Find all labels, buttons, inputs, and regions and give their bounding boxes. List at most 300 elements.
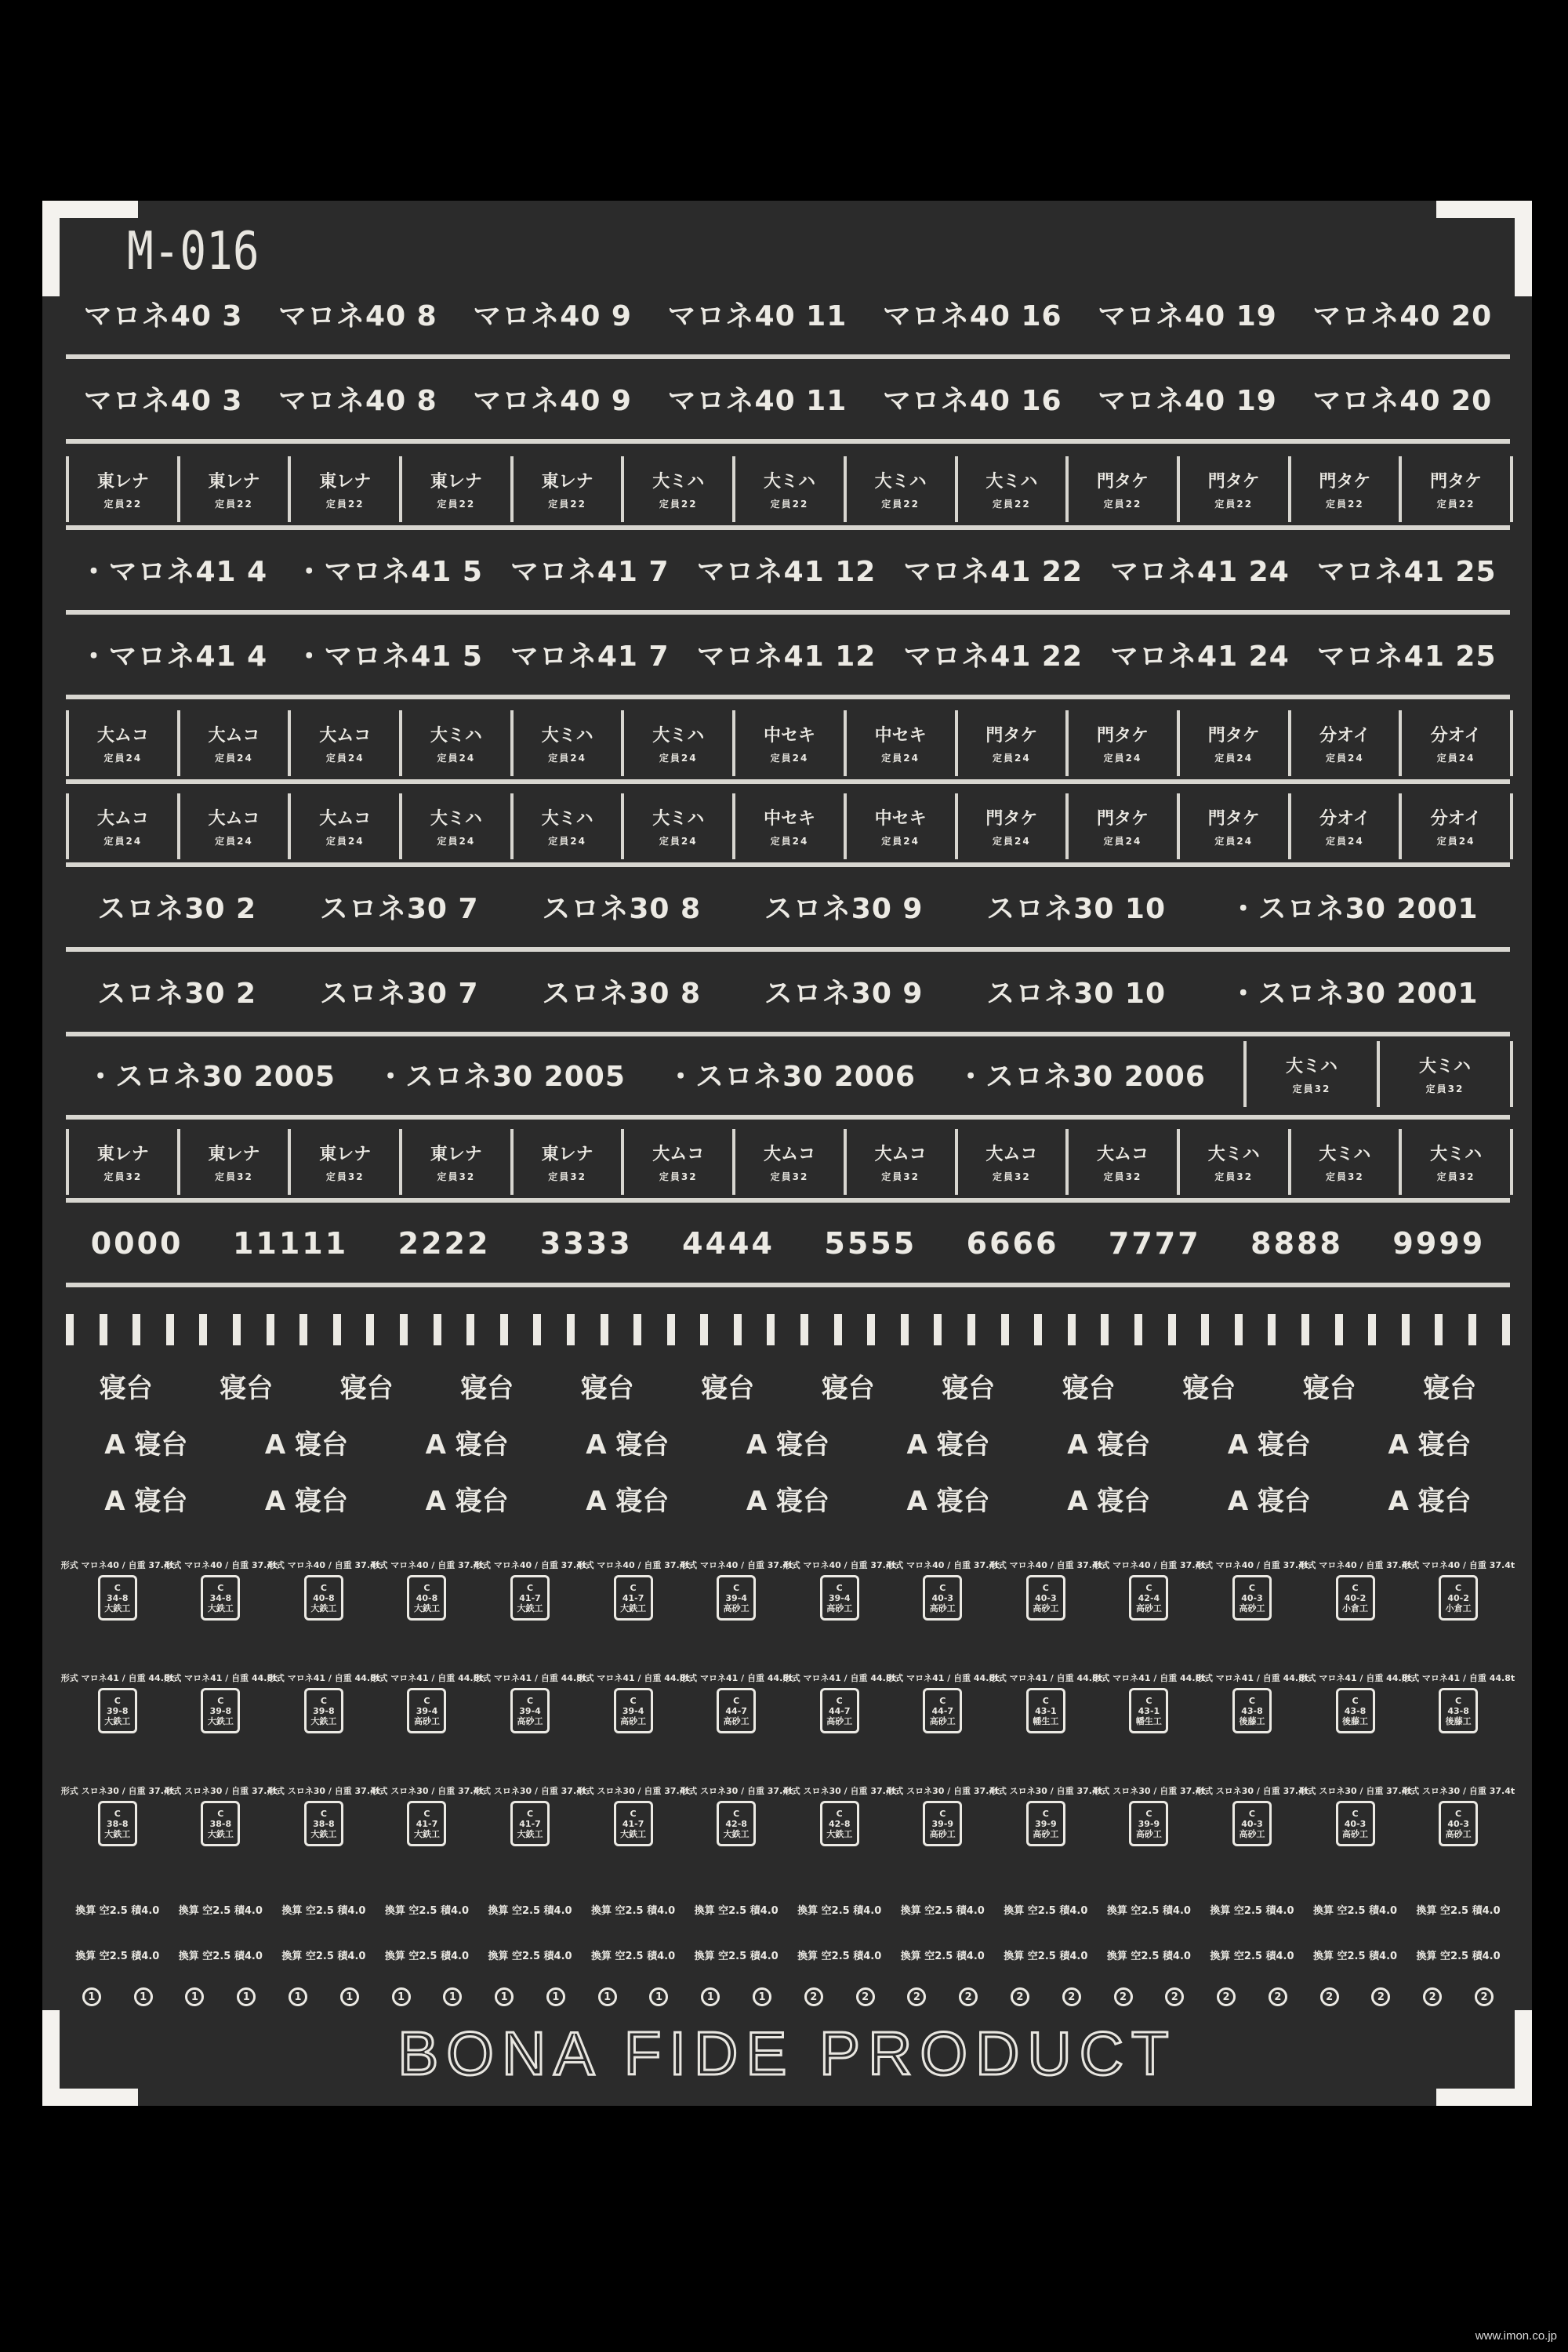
plate-works: 高砂工: [929, 1715, 956, 1726]
stripe-mark: [633, 1314, 641, 1345]
depot-stencil: [291, 1129, 402, 1195]
builder-plate: [1195, 1673, 1308, 1748]
circled-number: 2: [804, 1987, 823, 2006]
plate-works: 高砂工: [413, 1715, 440, 1726]
circled-number: 2: [1371, 1987, 1390, 2006]
stripe-mark: [400, 1314, 408, 1345]
stripe-mark: [500, 1314, 508, 1345]
plate-header: 形式 マロネ41 / 自重 44.8t: [989, 1673, 1102, 1683]
plate-works: 大鉄工: [517, 1602, 543, 1613]
depot-stencil: [1180, 456, 1291, 522]
plate-row: [60, 1673, 1515, 1748]
depot-code: 分オイ: [1430, 809, 1482, 829]
depot-code: 大ミハ: [541, 726, 593, 746]
conversion-mark: 換算 空2.5 積4.0: [1004, 1950, 1088, 1962]
circled-number: 1: [701, 1987, 720, 2006]
plate-number: 39-4: [416, 1705, 438, 1716]
plate-works: 小倉工: [1445, 1602, 1472, 1613]
divider: [66, 610, 1510, 615]
stripe-mark: [567, 1314, 575, 1345]
plate-box: [717, 1688, 756, 1733]
car-number: ・スロネ30 2006: [956, 1060, 1206, 1093]
car-number: ・スロネ30 2005: [86, 1060, 336, 1093]
stencil-row: [66, 710, 1513, 776]
plate-class: C: [1455, 1582, 1462, 1593]
plate-number: 40-2: [1447, 1592, 1469, 1603]
depot-code: 大ミハ: [1430, 1145, 1483, 1164]
plate-number: 38-8: [107, 1818, 129, 1829]
car-number: マロネ41 12: [696, 555, 877, 588]
builder-plate: [1195, 1786, 1308, 1861]
digit-group: 4444: [682, 1226, 775, 1261]
stripe-mark: [1335, 1314, 1343, 1345]
plate-box: [1026, 1575, 1065, 1621]
plate-number: 39-4: [725, 1592, 747, 1603]
stripe-mark: [1001, 1314, 1009, 1345]
circled-number: 2: [1062, 1987, 1081, 2006]
plate-class: C: [1352, 1695, 1359, 1706]
sleeper-mark: A 寝台: [425, 1485, 509, 1517]
divider: [66, 862, 1510, 867]
depot-code: 東レナ: [430, 1145, 482, 1164]
sleeper-mark: A 寝台: [264, 1428, 349, 1461]
depot-code: 東レナ: [208, 1145, 260, 1164]
plate-number: 40-8: [416, 1592, 438, 1603]
capacity: 定員24: [1436, 836, 1475, 847]
builder-plate: [782, 1560, 896, 1635]
plate-class: C: [1248, 1695, 1255, 1706]
depot-code: 門タケ: [1097, 472, 1149, 492]
conversion-mark: 換算 空2.5 積4.0: [694, 1950, 779, 1962]
depot-code: 大ムコ: [96, 726, 149, 746]
plate-class: C: [217, 1808, 224, 1819]
depot-code: 大ミハ: [430, 809, 482, 829]
plate-header: 形式 スロネ30 / 自重 37.4t: [680, 1786, 793, 1796]
depot-stencil: [958, 456, 1069, 522]
plate-class: C: [1042, 1582, 1049, 1593]
builder-plate: [1402, 1560, 1515, 1635]
plate-class: C: [630, 1695, 637, 1706]
sleeper-mark: A 寝台: [906, 1485, 990, 1517]
plate-number: 39-8: [313, 1705, 335, 1716]
plate-works: 後藤工: [1342, 1715, 1369, 1726]
builder-plate: [1402, 1786, 1515, 1861]
sheet-code: M-016: [127, 221, 260, 282]
capacity: 定員24: [1103, 836, 1142, 847]
plate-box: [98, 1575, 137, 1621]
circled-number: 2: [1011, 1987, 1029, 2006]
stripe-mark: [1101, 1314, 1109, 1345]
plate-header: 形式 スロネ30 / 自重 37.4t: [782, 1786, 896, 1796]
builder-plate: [989, 1786, 1102, 1861]
capacity: 定員32: [770, 1171, 809, 1182]
depot-code: 分オイ: [1319, 809, 1370, 829]
plate-header: 形式 マロネ40 / 自重 37.4t: [1298, 1560, 1412, 1570]
builder-plate: [680, 1560, 793, 1635]
car-number: マロネ41 25: [1316, 640, 1497, 673]
plate-number: 38-8: [313, 1818, 335, 1829]
depot-stencil: [1180, 1129, 1291, 1195]
plate-class: C: [1352, 1808, 1359, 1819]
plate-number: 39-8: [209, 1705, 232, 1716]
depot-code: 門タケ: [1207, 809, 1260, 829]
plate-number: 43-1: [1035, 1705, 1057, 1716]
plate-number: 39-9: [1035, 1818, 1057, 1829]
plate-box: [201, 1688, 240, 1733]
builder-plate: [576, 1560, 690, 1635]
plate-works: 高砂工: [826, 1715, 853, 1726]
divider: [66, 354, 1510, 359]
builder-plate: [60, 1786, 174, 1861]
capacity: 定員32: [1103, 1171, 1142, 1182]
name-row: [66, 546, 1510, 593]
builder-plate: [1298, 1673, 1412, 1748]
capacity: 定員32: [881, 1171, 920, 1182]
sleeper-mark: A 寝台: [104, 1485, 188, 1517]
plate-class: C: [526, 1695, 534, 1706]
circled-number: 2: [1217, 1987, 1236, 2006]
capacity: 定員24: [992, 753, 1031, 764]
builder-plate: [782, 1673, 896, 1748]
plate-number: 41-7: [416, 1818, 438, 1829]
car-number: スロネ30 9: [764, 977, 924, 1010]
capacity: 定員22: [548, 499, 586, 510]
depot-stencil: [1180, 793, 1291, 859]
car-number: マロネ40 19: [1098, 299, 1277, 332]
plate-number: 40-3: [1241, 1818, 1263, 1829]
depot-code: 大ムコ: [874, 1145, 927, 1164]
plate-works: 幡生工: [1135, 1715, 1162, 1726]
car-number: ・マロネ41 5: [295, 555, 483, 588]
depot-code: 東レナ: [541, 472, 593, 492]
stripe-mark: [1034, 1314, 1042, 1345]
conversion-mark: 換算 空2.5 積4.0: [1210, 1950, 1294, 1962]
builder-plate: [1195, 1560, 1308, 1635]
circled-number: 1: [289, 1987, 307, 2006]
plate-box: [717, 1801, 756, 1846]
builder-plate: [267, 1673, 380, 1748]
depot-code: 大ムコ: [1097, 1145, 1149, 1164]
car-number: マロネ40 9: [473, 384, 632, 417]
plate-number: 41-7: [519, 1818, 541, 1829]
depot-stencil: [402, 1129, 514, 1195]
conversion-mark: 換算 空2.5 積4.0: [75, 1904, 160, 1917]
plate-works: 大鉄工: [207, 1602, 234, 1613]
plate-header: 形式 マロネ41 / 自重 44.8t: [60, 1673, 174, 1683]
conversion-mark: 換算 空2.5 積4.0: [178, 1950, 263, 1962]
plate-header: 形式 マロネ40 / 自重 37.4t: [60, 1560, 174, 1570]
depot-code: 大ミハ: [985, 472, 1038, 492]
depot-stencil: [1247, 1041, 1380, 1107]
depot-stencil: [514, 710, 625, 776]
capacity: 定員24: [437, 753, 476, 764]
plate-works: 高砂工: [826, 1602, 853, 1613]
circled-number: 1: [495, 1987, 514, 2006]
circled-number: 1: [753, 1987, 771, 2006]
plate-works: 高砂工: [1239, 1602, 1265, 1613]
car-number: マロネ40 8: [278, 299, 437, 332]
builder-plate: [680, 1673, 793, 1748]
depot-stencil: [1291, 1129, 1403, 1195]
stripe-mark: [601, 1314, 608, 1345]
car-number: ・スロネ30 2001: [1229, 977, 1479, 1010]
depot-code: 門タケ: [1430, 472, 1483, 492]
plate-number: 44-7: [725, 1705, 747, 1716]
plate-box: [820, 1575, 859, 1621]
plate-class: C: [939, 1808, 946, 1819]
plate-box: [1129, 1801, 1168, 1846]
depot-code: 門タケ: [1319, 472, 1371, 492]
capacity: 定員24: [548, 836, 586, 847]
sleeper-mark: 寝台: [1182, 1372, 1236, 1404]
plate-header: 形式 スロネ30 / 自重 37.4t: [886, 1786, 1000, 1796]
capacity: 定員32: [215, 1171, 253, 1182]
stripe-mark: [1268, 1314, 1276, 1345]
depot-stencil: [402, 710, 514, 776]
conversion-mark: 換算 空2.5 積4.0: [797, 1950, 882, 1962]
plate-class: C: [733, 1582, 740, 1593]
depot-code: 東レナ: [319, 1145, 372, 1164]
conversion-mark: 換算 空2.5 積4.0: [178, 1904, 263, 1917]
sleeper-mark: A 寝台: [1227, 1485, 1311, 1517]
plate-box: [717, 1575, 756, 1621]
corner-mark: [1436, 201, 1532, 296]
plate-header: 形式 スロネ30 / 自重 37.4t: [1402, 1786, 1515, 1796]
conversion-mark: 換算 空2.5 積4.0: [1416, 1950, 1501, 1962]
plate-number: 34-8: [209, 1592, 232, 1603]
sleeper-mark: A 寝台: [425, 1428, 509, 1461]
conversion-mark: 換算 空2.5 積4.0: [1106, 1904, 1191, 1917]
conversion-mark: 換算 空2.5 積4.0: [384, 1950, 470, 1962]
plate-header: 形式 マロネ40 / 自重 37.4t: [1092, 1560, 1206, 1570]
plate-header: 形式 マロネ41 / 自重 44.8t: [267, 1673, 380, 1683]
divider: [66, 695, 1510, 699]
capacity: 定員32: [548, 1171, 586, 1182]
circled-number: 1: [82, 1987, 101, 2006]
stripe-mark: [533, 1314, 541, 1345]
plate-box: [1439, 1688, 1478, 1733]
plate-box: [407, 1575, 446, 1621]
plate-number: 44-7: [828, 1705, 851, 1716]
plate-box: [1439, 1575, 1478, 1621]
plate-number: 39-9: [1138, 1818, 1160, 1829]
capacity: 定員24: [1326, 836, 1364, 847]
capacity: 定員24: [325, 753, 365, 764]
depot-code: 中セキ: [874, 809, 927, 829]
capacity: 定員22: [1326, 499, 1364, 510]
a-shindai-row: [66, 1422, 1510, 1461]
conversion-mark: 換算 空2.5 積4.0: [488, 1950, 572, 1962]
plate-box: [1026, 1688, 1065, 1733]
capacity: 定員32: [1436, 1171, 1475, 1182]
capacity: 定員32: [325, 1171, 365, 1182]
circled-number: 1: [598, 1987, 617, 2006]
divider: [66, 1032, 1510, 1036]
conversion-mark: 換算 空2.5 積4.0: [900, 1904, 985, 1917]
depot-code: 東レナ: [96, 472, 149, 492]
circled-number: 2: [1165, 1987, 1184, 2006]
plate-header: 形式 スロネ30 / 自重 37.4t: [370, 1786, 484, 1796]
car-number: マロネ41 22: [903, 640, 1083, 673]
capacity: 定員24: [881, 753, 920, 764]
plate-box: [407, 1801, 446, 1846]
depot-code: 東レナ: [541, 1145, 593, 1164]
shindai-row: [66, 1366, 1510, 1405]
depot-code: 中セキ: [763, 726, 815, 746]
plate-header: 形式 マロネ40 / 自重 37.4t: [370, 1560, 484, 1570]
plate-works: 大鉄工: [104, 1602, 131, 1613]
divider: [66, 525, 1510, 530]
plate-box: [1232, 1688, 1272, 1733]
stripe-mark: [1502, 1314, 1510, 1345]
stencil-row: [66, 1129, 1513, 1195]
depot-stencil: [514, 793, 625, 859]
plate-works: 高砂工: [1033, 1602, 1059, 1613]
builder-plate: [370, 1560, 484, 1635]
plate-header: 形式 マロネ40 / 自重 37.4t: [782, 1560, 896, 1570]
builder-plate: [680, 1786, 793, 1861]
sleeper-mark: 寝台: [339, 1372, 394, 1404]
depot-code: 大ミハ: [652, 726, 705, 746]
depot-stencil: [847, 793, 958, 859]
depot-stencil: [514, 1129, 625, 1195]
depot-stencil: [180, 456, 292, 522]
depot-code: 大ミハ: [652, 809, 705, 829]
builder-plate: [886, 1560, 1000, 1635]
circled-number: 2: [1269, 1987, 1287, 2006]
depot-stencil: [1380, 1041, 1513, 1107]
plate-number: 43-8: [1344, 1705, 1367, 1716]
depot-code: 東レナ: [430, 472, 482, 492]
car-number: ・スロネ30 2005: [376, 1060, 626, 1093]
depot-stencil: [180, 793, 292, 859]
digit-group: 3333: [539, 1226, 633, 1261]
plate-works: 大鉄工: [207, 1715, 234, 1726]
sleeper-mark: A 寝台: [746, 1485, 830, 1517]
plate-box: [1026, 1801, 1065, 1846]
plate-number: 42-4: [1138, 1592, 1160, 1603]
sleeper-mark: A 寝台: [1388, 1485, 1472, 1517]
depot-stencil: [1402, 793, 1513, 859]
conversion-mark: 換算 空2.5 積4.0: [900, 1950, 985, 1962]
decal-sheet: [42, 201, 1532, 2106]
depot-stencil: [958, 1129, 1069, 1195]
plate-box: [1336, 1575, 1375, 1621]
car-number: スロネ30 7: [319, 977, 479, 1010]
plate-works: 大鉄工: [310, 1828, 337, 1839]
depot-code: 大ムコ: [208, 809, 260, 829]
plate-box: [98, 1801, 137, 1846]
car-number: マロネ40 11: [667, 384, 848, 417]
depot-code: 大ムコ: [96, 809, 149, 829]
capacity: 定員22: [1103, 499, 1142, 510]
stripe-mark: [1301, 1314, 1309, 1345]
depot-code: 大ミハ: [763, 472, 815, 492]
plate-class: C: [526, 1582, 534, 1593]
depot-stencil: [1291, 456, 1403, 522]
circled-number: 1: [237, 1987, 256, 2006]
plate-class: C: [1145, 1808, 1152, 1819]
builder-plate: [267, 1560, 380, 1635]
depot-code: 大ムコ: [985, 1145, 1038, 1164]
conversion-mark: 換算 空2.5 積4.0: [694, 1904, 779, 1917]
car-number: マロネ41 12: [696, 640, 877, 673]
capacity: 定員22: [437, 499, 476, 510]
stripe-mark: [1068, 1314, 1076, 1345]
circled-number: 1: [649, 1987, 668, 2006]
plate-header: 形式 マロネ41 / 自重 44.8t: [680, 1673, 793, 1683]
plate-works: 大鉄工: [310, 1602, 337, 1613]
stencil-row: [66, 456, 1513, 522]
circled-number: 2: [959, 1987, 978, 2006]
conversion-mark: 換算 空2.5 積4.0: [281, 1950, 366, 1962]
plate-number: 38-8: [209, 1818, 232, 1829]
stripe-mark: [267, 1314, 274, 1345]
conversion-mark: 換算 空2.5 積4.0: [797, 1904, 882, 1917]
stencil-row: [66, 793, 1513, 859]
depot-code: 大ムコ: [763, 1145, 815, 1164]
capacity: 定員22: [1436, 499, 1475, 510]
depot-code: 門タケ: [1207, 726, 1260, 746]
plate-box: [1439, 1801, 1478, 1846]
capacity: 定員24: [103, 753, 143, 764]
builder-plate: [886, 1786, 1000, 1861]
car-number: マロネ40 8: [278, 384, 437, 417]
depot-code: 中セキ: [763, 809, 815, 829]
builder-plate: [164, 1560, 278, 1635]
sleeper-mark: A 寝台: [1067, 1428, 1151, 1461]
stripe-mark: [767, 1314, 775, 1345]
plate-number: 42-8: [725, 1818, 747, 1829]
plate-box: [1129, 1688, 1168, 1733]
plate-works: 大鉄工: [310, 1715, 337, 1726]
builder-plate: [164, 1786, 278, 1861]
stripe-mark: [1402, 1314, 1410, 1345]
tiny-mark-row: [66, 1941, 1510, 1968]
sleeper-mark: A 寝台: [1227, 1428, 1311, 1461]
plate-header: 形式 マロネ41 / 自重 44.8t: [474, 1673, 587, 1683]
depot-code: 大ムコ: [208, 726, 260, 746]
plate-header: 形式 マロネ40 / 自重 37.4t: [1195, 1560, 1308, 1570]
sleeper-mark: A 寝台: [906, 1428, 990, 1461]
plate-header: 形式 マロネ41 / 自重 44.8t: [164, 1673, 278, 1683]
plate-box: [614, 1688, 653, 1733]
depot-code: 大ミハ: [874, 472, 927, 492]
capacity: 定員24: [659, 836, 698, 847]
capacity: 定員24: [548, 753, 586, 764]
plate-box: [407, 1688, 446, 1733]
builder-plate: [989, 1560, 1102, 1635]
capacity: 定員22: [325, 499, 365, 510]
plate-class: C: [217, 1582, 224, 1593]
conversion-mark: 換算 空2.5 積4.0: [1210, 1904, 1294, 1917]
stripe-mark: [1435, 1314, 1443, 1345]
plate-class: C: [630, 1582, 637, 1593]
depot-stencil: [402, 793, 514, 859]
plate-class: C: [320, 1695, 327, 1706]
conversion-mark: 換算 空2.5 積4.0: [1416, 1904, 1501, 1917]
plate-header: 形式 マロネ41 / 自重 44.8t: [782, 1673, 896, 1683]
depot-stencil: [958, 793, 1069, 859]
car-number: マロネ40 9: [473, 299, 632, 332]
plate-works: 幡生工: [1033, 1715, 1059, 1726]
sleeper-mark: A 寝台: [586, 1428, 670, 1461]
plate-class: C: [836, 1808, 843, 1819]
plate-header: 形式 マロネ40 / 自重 37.4t: [474, 1560, 587, 1570]
plate-box: [923, 1575, 962, 1621]
conversion-mark: 換算 空2.5 積4.0: [591, 1904, 676, 1917]
plate-class: C: [526, 1808, 534, 1819]
